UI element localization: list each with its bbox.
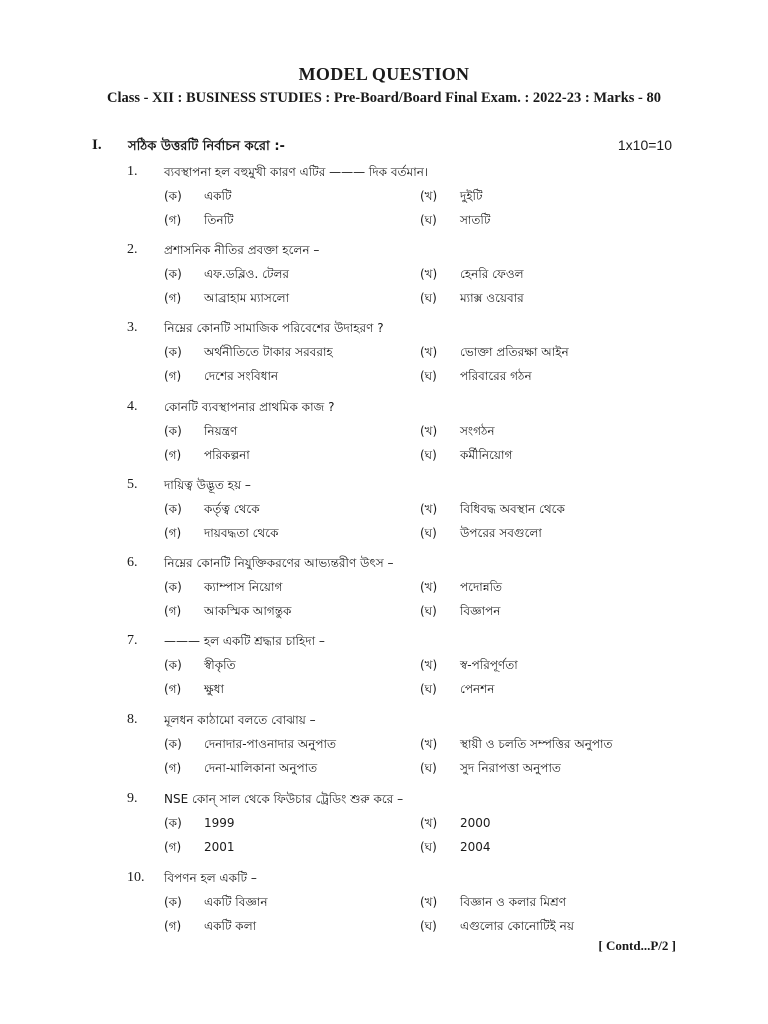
option-ga: [164, 447, 250, 467]
option-label: (খ): [420, 737, 438, 751]
option-label: (খ): [420, 658, 438, 672]
option-text: দেনা-মালিকানা অনুপাত: [204, 761, 318, 775]
question-text: বিপণন হল একটি –: [164, 871, 257, 885]
option-label: (ঘ): [420, 919, 437, 933]
option-ka: [164, 344, 333, 364]
option-text: দুইটি: [460, 189, 483, 203]
option-label: (ক): [164, 658, 182, 672]
option-text: হেনরি ফেওল: [460, 267, 524, 281]
question-item: [0, 712, 768, 788]
question-item: [0, 870, 768, 946]
question-text: ——— হল একটি শ্রদ্ধার চাহিদা –: [164, 634, 325, 648]
section-marks: 1x10=10: [617, 137, 672, 153]
option-text: 1999: [204, 816, 235, 830]
question-number: 10.: [127, 870, 145, 885]
option-text: একটি বিজ্ঞান: [204, 895, 268, 909]
option-text: উপরের সবগুলো: [460, 526, 542, 540]
option-ka: [164, 423, 237, 443]
option-label: (গ): [164, 369, 182, 383]
option-label: (খ): [420, 502, 438, 516]
option-label: (ক): [164, 580, 182, 594]
option-text: পরিবারের গঠন: [460, 369, 532, 383]
option-text: বিজ্ঞান ও কলার মিশ্রণ: [460, 895, 567, 909]
option-gha: [420, 447, 512, 467]
option-text: ক্যাম্পাস নিয়োগ: [204, 580, 283, 594]
option-label: (ক): [164, 189, 182, 203]
option-text: আব্রাহাম ম্যাসলো: [204, 291, 290, 305]
option-kha: [420, 657, 518, 677]
option-label: (খ): [420, 424, 438, 438]
option-text: 2001: [204, 840, 235, 854]
option-ga: [164, 760, 317, 780]
option-text: বিধিবদ্ধ অবস্থান থেকে: [460, 502, 565, 516]
option-text: নিয়ন্ত্রণ: [204, 424, 238, 438]
option-text: স্ব-পরিপূর্ণতা: [460, 658, 518, 672]
option-ga: [164, 839, 235, 859]
option-ga: [164, 290, 289, 310]
option-label: (ক): [164, 895, 182, 909]
section-number: I.: [92, 137, 102, 153]
question-number: 7.: [127, 633, 138, 648]
option-label: (গ): [164, 761, 182, 775]
option-label: (ঘ): [420, 369, 437, 383]
option-text: তিনটি: [204, 213, 234, 227]
option-gha: [420, 918, 574, 938]
question-item: [0, 164, 768, 240]
option-text: একটি কলা: [204, 919, 257, 933]
question-number: 4.: [127, 399, 138, 414]
option-label: (ক): [164, 737, 182, 751]
option-text: কর্তৃত্ব থেকে: [204, 502, 260, 516]
option-label: (খ): [420, 345, 438, 359]
option-kha: [420, 344, 569, 364]
option-ka: [164, 579, 282, 599]
option-label: (ঘ): [420, 840, 437, 854]
option-kha: [420, 894, 566, 914]
question-number: 5.: [127, 477, 138, 492]
option-text: সাতটি: [460, 213, 491, 227]
option-kha: [420, 188, 483, 208]
option-label: (খ): [420, 895, 438, 909]
option-text: আকস্মিক আগন্তুক: [204, 604, 292, 618]
option-label: (ঘ): [420, 213, 437, 227]
option-label: (গ): [164, 682, 182, 696]
question-text: মূলধন কাঠামো বলতে বোঝায় –: [164, 713, 316, 727]
option-label: (গ): [164, 448, 182, 462]
question-number: 3.: [127, 320, 138, 335]
page-title: MODEL QUESTION: [298, 64, 470, 84]
option-text: অর্থনীতিতে টাকার সরবরাহ: [204, 345, 333, 359]
option-gha: [420, 525, 542, 545]
option-ga: [164, 603, 291, 623]
option-text: বিজ্ঞাপন: [460, 604, 501, 618]
question-item: [0, 555, 768, 631]
option-text: ম্যাক্স ওয়েবার: [460, 291, 524, 305]
question-item: [0, 477, 768, 553]
option-label: (খ): [420, 189, 438, 203]
option-ka: [164, 815, 235, 835]
option-kha: [420, 501, 565, 521]
option-label: (ক): [164, 345, 182, 359]
option-text: দায়বদ্ধতা থেকে: [204, 526, 279, 540]
question-text: প্রশাসনিক নীতির প্রবক্তা হলেন –: [164, 243, 320, 257]
option-text: দেনাদার-পাওনাদার অনুপাত: [204, 737, 337, 751]
question-text: কোনটি ব্যবস্থাপনার প্রাথমিক কাজ ?: [164, 400, 335, 414]
option-ga: [164, 681, 224, 701]
option-gha: [420, 290, 524, 310]
option-ga: [164, 918, 256, 938]
option-label: (ঘ): [420, 448, 437, 462]
question-number: 9.: [127, 791, 138, 806]
option-label: (ঘ): [420, 526, 437, 540]
question-item: [0, 242, 768, 318]
option-label: (ঘ): [420, 604, 437, 618]
option-ka: [164, 188, 232, 208]
question-text: NSE কোন্ সাল থেকে ফিউচার ট্রেডিং শুরু করে –: [164, 792, 404, 806]
question-text: দায়িত্ব উদ্ভূত হয় –: [164, 478, 251, 492]
option-label: (গ): [164, 919, 182, 933]
option-kha: [420, 423, 495, 443]
option-ga: [164, 368, 278, 388]
option-ka: [164, 501, 260, 521]
option-label: (ক): [164, 424, 182, 438]
option-label: (গ): [164, 526, 182, 540]
option-text: সুদ নিরাপত্তা অনুপাত: [460, 761, 561, 775]
option-text: পেনশন: [460, 682, 495, 696]
option-gha: [420, 212, 490, 232]
section-header: [92, 137, 672, 157]
question-text: নিম্নের কোনটি সামাজিক পরিবেশের উদাহরণ ?: [164, 321, 384, 335]
option-text: ভোক্তা প্রতিরক্ষা আইন: [460, 345, 569, 359]
option-text: স্থায়ী ও চলতি সম্পত্তির অনুপাত: [460, 737, 613, 751]
question-number: 1.: [127, 164, 138, 179]
option-label: (ঘ): [420, 291, 437, 305]
option-ka: [164, 657, 236, 677]
section-instruction: সঠিক উত্তরটি নির্বাচন করো :-: [128, 139, 285, 154]
option-label: (ঘ): [420, 761, 437, 775]
option-gha: [420, 760, 561, 780]
option-text: একটি: [204, 189, 232, 203]
question-item: [0, 791, 768, 867]
option-label: (খ): [420, 267, 438, 281]
option-label: (ক): [164, 502, 182, 516]
option-ka: [164, 894, 268, 914]
question-text: ব্যবস্থাপনা হল বহুমুখী কারণ এটির ——— দিক বর্তমান।: [164, 165, 429, 179]
question-text: নিম্নের কোনটি নিযুক্তিকরণের আভ্যন্তরীণ উৎস –: [164, 556, 394, 570]
option-text: ক্ষুধা: [204, 682, 224, 696]
option-text: 2000: [460, 816, 491, 830]
continued-note: [ Contd...P/2 ]: [598, 938, 676, 953]
question-item: [0, 633, 768, 709]
option-label: (খ): [420, 580, 438, 594]
question-number: 8.: [127, 712, 138, 727]
option-label: (গ): [164, 840, 182, 854]
option-kha: [420, 736, 613, 756]
option-text: কর্মীনিয়োগ: [460, 448, 513, 462]
question-item: [0, 399, 768, 475]
option-label: (ক): [164, 267, 182, 281]
option-label: (ঘ): [420, 682, 437, 696]
option-kha: [420, 579, 502, 599]
exam-subtitle: Class - XII : BUSINESS STUDIES : Pre-Board/Board Final Exam. : 2022-23 : Marks - 80: [107, 90, 661, 106]
option-text: এগুলোর কোনোটিই নয়: [460, 919, 574, 933]
option-label: (গ): [164, 291, 182, 305]
question-number: 6.: [127, 555, 138, 570]
option-gha: [420, 603, 500, 623]
question-item: [0, 320, 768, 396]
option-gha: [420, 839, 491, 859]
option-label: (খ): [420, 816, 438, 830]
option-text: দেশের সংবিধান: [204, 369, 279, 383]
option-ka: [164, 736, 336, 756]
option-label: (গ): [164, 213, 182, 227]
option-ka: [164, 266, 289, 286]
option-text: পদোন্নতি: [460, 580, 503, 594]
option-gha: [420, 681, 494, 701]
option-text: 2004: [460, 840, 491, 854]
option-label: (ক): [164, 816, 182, 830]
option-kha: [420, 266, 524, 286]
option-text: পরিকল্পনা: [204, 448, 250, 462]
option-ga: [164, 525, 279, 545]
option-gha: [420, 368, 532, 388]
option-kha: [420, 815, 491, 835]
option-ga: [164, 212, 234, 232]
question-number: 2.: [127, 242, 138, 257]
option-label: (গ): [164, 604, 182, 618]
option-text: সংগঠন: [460, 424, 495, 438]
option-text: স্বীকৃতি: [204, 658, 236, 672]
option-text: এফ.ডব্লিও. টেলর: [204, 267, 290, 281]
